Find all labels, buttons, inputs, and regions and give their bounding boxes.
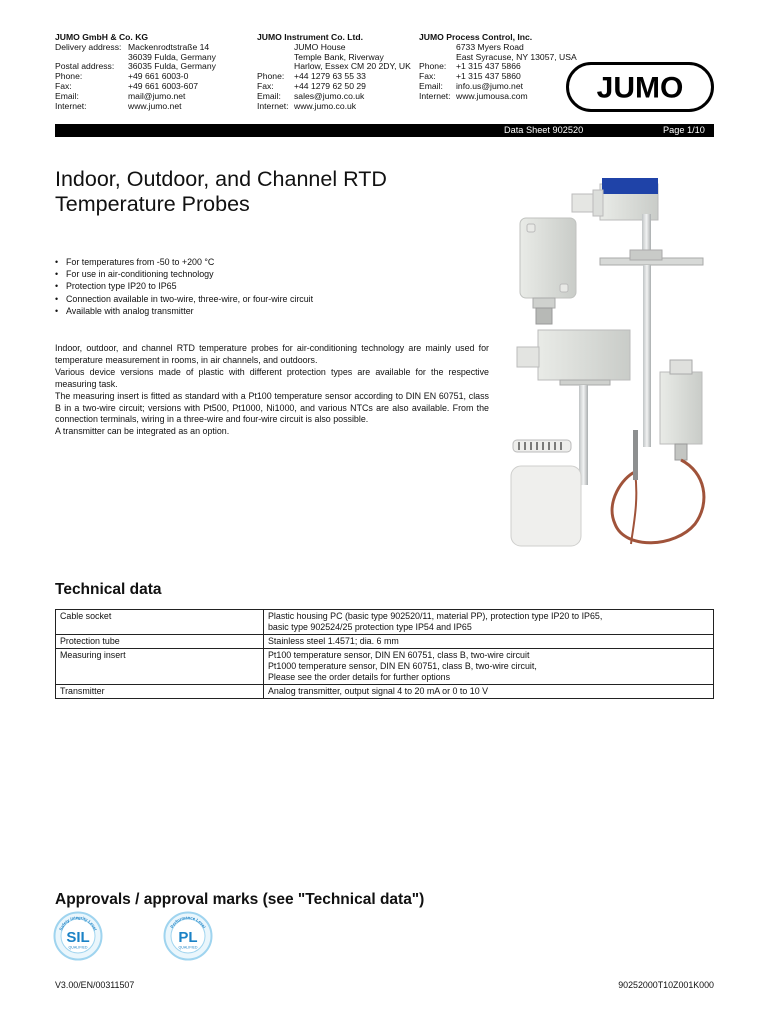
table-row	[56, 610, 714, 635]
address-value: 36039 Fulda, Germany	[128, 51, 216, 62]
datasheet-bar	[55, 124, 714, 137]
jumo-logo	[566, 62, 714, 112]
address-value: JUMO House	[294, 41, 346, 52]
address-value: 6733 Myers Road	[456, 41, 524, 52]
technical-data-table	[55, 609, 714, 699]
address-value: +44 1279 62 50 29	[294, 80, 366, 91]
address-value: Temple Bank, Riverway	[294, 51, 384, 62]
address-label: Internet:	[257, 100, 289, 111]
description-paragraph: A transmitter can be integrated as an option.	[55, 426, 230, 437]
address-row	[257, 102, 411, 112]
description-paragraph: Indoor, outdoor, and channel RTD temperature probes for air-conditioning technology are mainly used for temperature measurement in rooms, in air channels, and outdoors.	[55, 343, 489, 365]
feature-item: • For temperatures from -50 to +200 °C	[55, 256, 313, 268]
table-key: Measuring insert	[56, 649, 264, 685]
address-value: www.jumousa.com	[456, 90, 528, 101]
table-row	[56, 685, 714, 699]
address-label: Postal address:	[55, 61, 115, 72]
pl-arc-text: Performance Level	[169, 914, 207, 930]
address-block-jumo-usa	[419, 33, 577, 102]
address-value: 36035 Fulda, Germany	[128, 61, 216, 72]
address-label	[419, 43, 456, 53]
page-number: Page 1/10	[663, 125, 705, 135]
company-name: JUMO Process Control, Inc.	[419, 32, 533, 42]
sil-arc-text: Safety integrity Level	[58, 914, 98, 932]
sil-qualified-badge	[53, 911, 103, 961]
table-key: Protection tube	[56, 635, 264, 649]
table-value-line: Plastic housing PC (basic type 902520/11, material PP), protection type IP20 to IP65,	[268, 611, 603, 621]
approvals-heading: Approvals / approval marks (see "Technical data")	[55, 891, 425, 908]
feature-item: • For use in air-conditioning technology	[55, 268, 313, 280]
sil-text: SIL	[66, 929, 90, 946]
address-row	[55, 102, 216, 112]
table-value-line: Analog transmitter, output signal 4 to 20 mA or 0 to 10 V	[268, 686, 489, 696]
document-version: V3.00/EN/00311507	[55, 980, 135, 990]
table-value-line: basic type 902524/25 protection type IP54 and IP65	[268, 622, 472, 632]
address-value: +1 315 437 5866	[456, 61, 521, 72]
table-row	[56, 635, 714, 649]
address-value: info.us@jumo.net	[456, 80, 524, 91]
address-label: Internet:	[55, 100, 87, 111]
table-value-line: Please see the order details for further options	[268, 672, 451, 682]
address-value: +1 315 437 5860	[456, 71, 521, 82]
table-value	[264, 610, 714, 635]
description-paragraph: Various device versions made of plastic with different protection types are available for the respective measuring task.	[55, 366, 489, 389]
address-value: Mackenrodtstraße 14	[128, 41, 210, 52]
company-name: JUMO GmbH & Co. KG	[55, 32, 149, 42]
feature-item: • Available with analog transmitter	[55, 305, 313, 317]
sil-qualified-text: QUALIFIED	[68, 945, 88, 950]
table-value-line: Stainless steel 1.4571; dia. 6 mm	[268, 636, 399, 646]
table-key: Transmitter	[56, 685, 264, 699]
feature-item: • Connection available in two-wire, three-wire, or four-wire circuit	[55, 293, 313, 305]
address-row	[419, 92, 577, 102]
page-title	[55, 167, 475, 217]
title-line-1: Indoor, Outdoor, and Channel RTD	[55, 167, 387, 191]
address-label: Phone:	[55, 71, 83, 82]
address-block-jumo-gmbh	[55, 33, 216, 111]
technical-data-heading: Technical data	[55, 581, 162, 598]
address-label: Phone:	[419, 61, 447, 72]
address-label: Fax:	[419, 71, 436, 82]
address-label: Email:	[257, 90, 281, 101]
address-value: www.jumo.net	[128, 100, 182, 111]
table-row	[56, 649, 714, 685]
order-code: 90252000T10Z001K000	[618, 980, 714, 990]
logo-text: JUMO	[596, 71, 684, 105]
address-label: Email:	[419, 80, 443, 91]
address-value: East Syracuse, NY 13057, USA	[456, 51, 577, 62]
address-value: mail@jumo.net	[128, 90, 186, 101]
table-key: Cable socket	[56, 610, 264, 635]
table-value	[264, 635, 714, 649]
address-label: Phone:	[257, 71, 285, 82]
title-line-2: Temperature Probes	[55, 192, 250, 216]
pl-text: PL	[178, 929, 198, 946]
address-label: Email:	[55, 90, 79, 101]
datasheet-number: Data Sheet 902520	[504, 125, 584, 135]
address-value: +44 1279 63 55 33	[294, 71, 366, 82]
description	[55, 343, 489, 438]
address-value: +49 661 6003-607	[128, 80, 199, 91]
feature-item: • Protection type IP20 to IP65	[55, 280, 313, 292]
address-value: sales@jumo.co.uk	[294, 90, 365, 101]
product-photo	[505, 172, 717, 552]
table-value	[264, 649, 714, 685]
table-value-line: Pt100 temperature sensor, DIN EN 60751, class B, two-wire circuit	[268, 650, 530, 660]
address-value: Harlow, Essex CM 20 2DY, UK	[294, 61, 411, 72]
table-value	[264, 685, 714, 699]
pl-qualified-text: QUALIFIED	[178, 945, 198, 950]
address-value: www.jumo.co.uk	[294, 100, 357, 111]
table-value-line: Pt1000 temperature sensor, DIN EN 60751, class B, two-wire circuit,	[268, 661, 537, 671]
address-value: +49 661 6003-0	[128, 71, 189, 82]
address-label	[257, 43, 294, 53]
address-label: Fax:	[257, 80, 274, 91]
address-label: Delivery address:	[55, 41, 122, 52]
address-label	[257, 53, 294, 63]
company-name: JUMO Instrument Co. Ltd.	[257, 32, 363, 42]
address-label: Fax:	[55, 80, 72, 91]
description-paragraph: The measuring insert is fitted as standard with a Pt100 temperature sensor according to DIN EN 60751, class B in a two-wire circuit; versions with Pt500, Pt1000, Ni1000, and various NTCs are also available. From the connection terminals, wiring in a three-wire and four-wire circuit is also possible.	[55, 390, 489, 425]
address-label: Internet:	[419, 90, 451, 101]
feature-list	[55, 256, 313, 317]
pl-qualified-badge	[163, 911, 213, 961]
address-block-jumo-uk	[257, 33, 411, 111]
